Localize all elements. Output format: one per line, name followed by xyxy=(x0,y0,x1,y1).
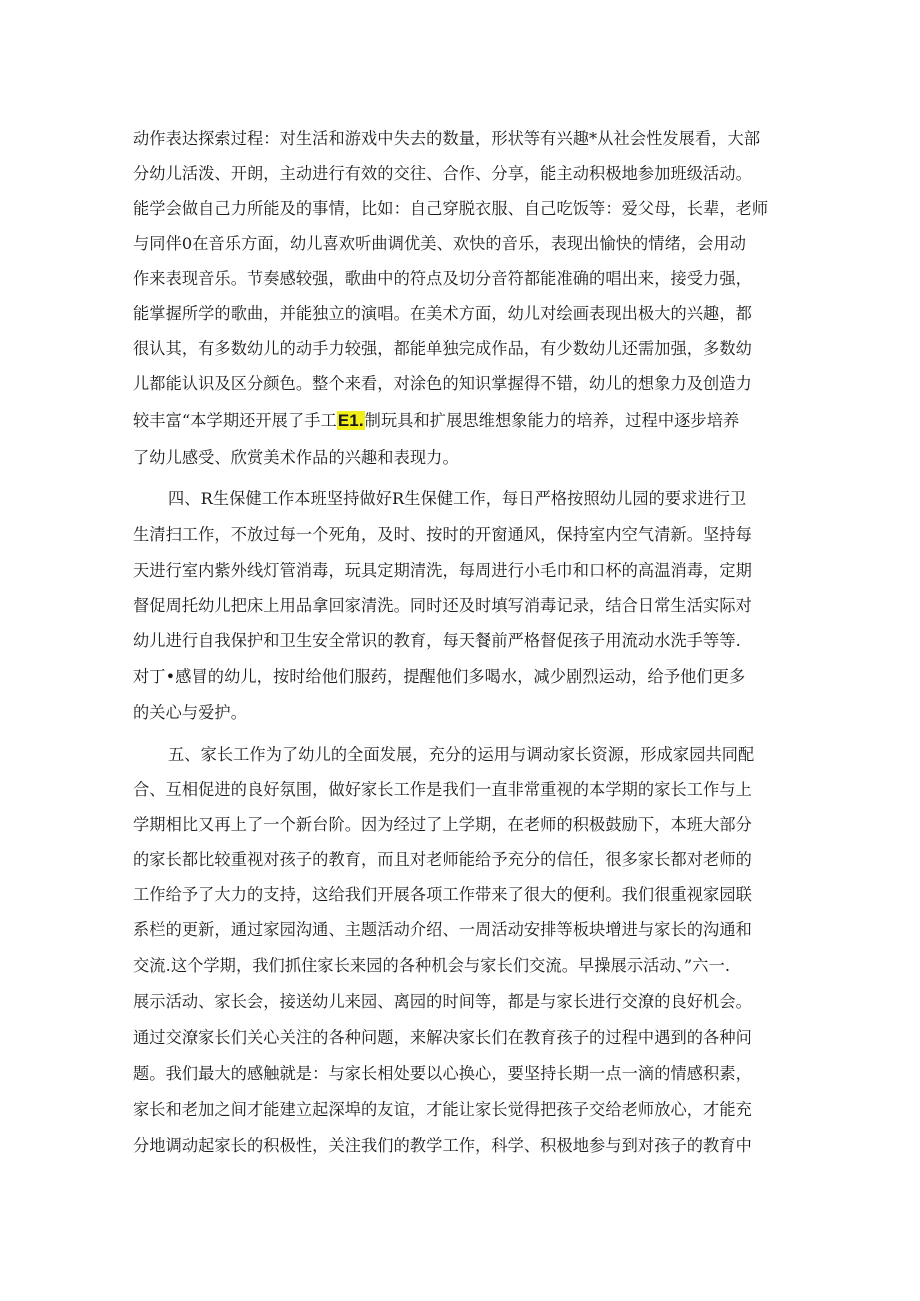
paragraph-2-line-3: 天进行室内紫外线灯管消毒，玩具定期清洗，每周进行小毛巾和口杯的高温消毒，定期 xyxy=(133,561,752,580)
paragraph-3-line-1: 五、家长工作为了幼儿的全面发展，充分的运用与调动家长资源，形成家园共同配 xyxy=(168,745,755,764)
paragraph-3-line-8: 展示活动、家长会，接送幼儿来园、离园的时间等，都是与家长进行交潦的良好机会。 xyxy=(133,992,752,1011)
paragraph-1-line-6: 能掌握所学的歌曲，并能独立的演唱。在美术方面，幼儿对绘画表现出极大的兴趣，都 xyxy=(133,304,752,323)
paragraph-1-line-9 xyxy=(133,410,793,432)
paragraph-1-line-3: 能学会做自己力所能及的事情，比如：自己穿脱衣服、自己吃饭等：爱父母，长辈，老师 xyxy=(133,199,769,218)
paragraph-1-line-1: 动作表达探索过程：对生活和游戏中失去的数量，形状等有兴趣*从社会性发展看，大部 xyxy=(133,129,761,148)
paragraph-2-line-5: 幼儿进行自我保护和卫生安全常识的教育，每天餐前严格督促孩子用流动水洗手等等. xyxy=(133,631,741,650)
paragraph-1-line-8: 儿都能认识及区分颜色。整个来看，对涂色的知识掌握得不错，幼儿的想象力及创造力 xyxy=(133,374,752,393)
line-text-after-highlight: 制玩具和扩展思维想象能力的培养，过程中逐步培养 xyxy=(364,411,740,430)
paragraph-3-line-7: 交流.这个学期，我们抓住家长来园的各种机会与家长们交流。早操展示活动、”六一. xyxy=(133,956,731,975)
paragraph-2-line-4: 督促周托幼儿把床上用品拿回家清洗。同时还及时填写消毒记录，结合日常生活实际对 xyxy=(133,596,752,615)
paragraph-2-line-1: 四、R生保健工作本班坚持做好R生保健工作，每日严格按照幼儿园的要求进行卫 xyxy=(168,489,747,508)
paragraph-3-line-5: 工作给予了大力的支持，这给我们开展各项工作带来了很大的便利。我们很重视家园联 xyxy=(133,885,752,904)
paragraph-3-line-12: 分地调动起家长的积极性，关注我们的教学工作，科学、积极地参与到对孩子的教育中 xyxy=(133,1136,752,1155)
paragraph-3-line-2: 合、互相促进的良好氛围，做好家长工作是我们一直非常重视的本学期的家长工作与上 xyxy=(133,780,752,799)
paragraph-1-line-5: 作来表现音乐。节奏感较强，歌曲中的符点及切分音符都能准确的唱出来，接受力强， xyxy=(133,269,752,288)
paragraph-3-line-9: 通过交潦家长们关心关注的各种问题，来解决家长们在教育孩子的过程中遇到的各种问 xyxy=(133,1028,752,1047)
paragraph-3-line-10: 题。我们最大的感触就是：与家长相处要以心换心，要坚持长期一点一滴的情感积素， xyxy=(133,1064,752,1083)
paragraph-1-line-2: 分幼儿活泼、开朗，主动进行有效的交往、合作、分享，能主动积极地参加班级活动。 xyxy=(133,164,752,183)
paragraph-3-line-11: 家长和老加之间才能建立起深埠的友谊，才能让家长觉得把孩子交给老师放心，才能充 xyxy=(133,1100,752,1119)
paragraph-2-line-7: 的关心与爱护。 xyxy=(133,703,248,722)
paragraph-3-line-6: 系栏的更新，通过家园沟通、主题活动介绍、一周活动安排等板块增进与家长的沟通和 xyxy=(133,920,752,939)
highlighted-text: E1. xyxy=(337,411,364,430)
paragraph-2-line-6: 对丁•感冒的幼儿，按时给他们服药，提醒他们多喝水，减少剧烈运动，给予他们更多 xyxy=(133,667,746,686)
line-text-before-highlight: 较丰富“本学期还开展了手工 xyxy=(133,411,337,430)
paragraph-3-line-4: 的家长都比较重视对孩子的教育，而且对老师能给予充分的信任，很多家长都对老师的 xyxy=(133,850,752,869)
paragraph-3-line-3: 学期相比又再上了一个新台阶。因为经过了上学期，在老师的积极鼓励下，本班大部分 xyxy=(133,815,752,834)
paragraph-1-line-4: 与同伴0在音乐方面，幼儿喜欢听曲调优美、欢快的音乐，表现出愉快的情绪，会用动 xyxy=(133,234,747,253)
paragraph-1-line-7: 很认其，有多数幼儿的动手力较强，都能单独完成作品，有少数幼儿还需加强，多数幼 xyxy=(133,339,752,358)
paragraph-1-line-10: 了幼儿感受、欣赏美术作品的兴趣和表现力。 xyxy=(133,448,459,467)
paragraph-2-line-2: 生清扫工作，不放过每一个死角，及时、按时的开窗通风，保持室内空气清新。坚持每 xyxy=(133,525,752,544)
